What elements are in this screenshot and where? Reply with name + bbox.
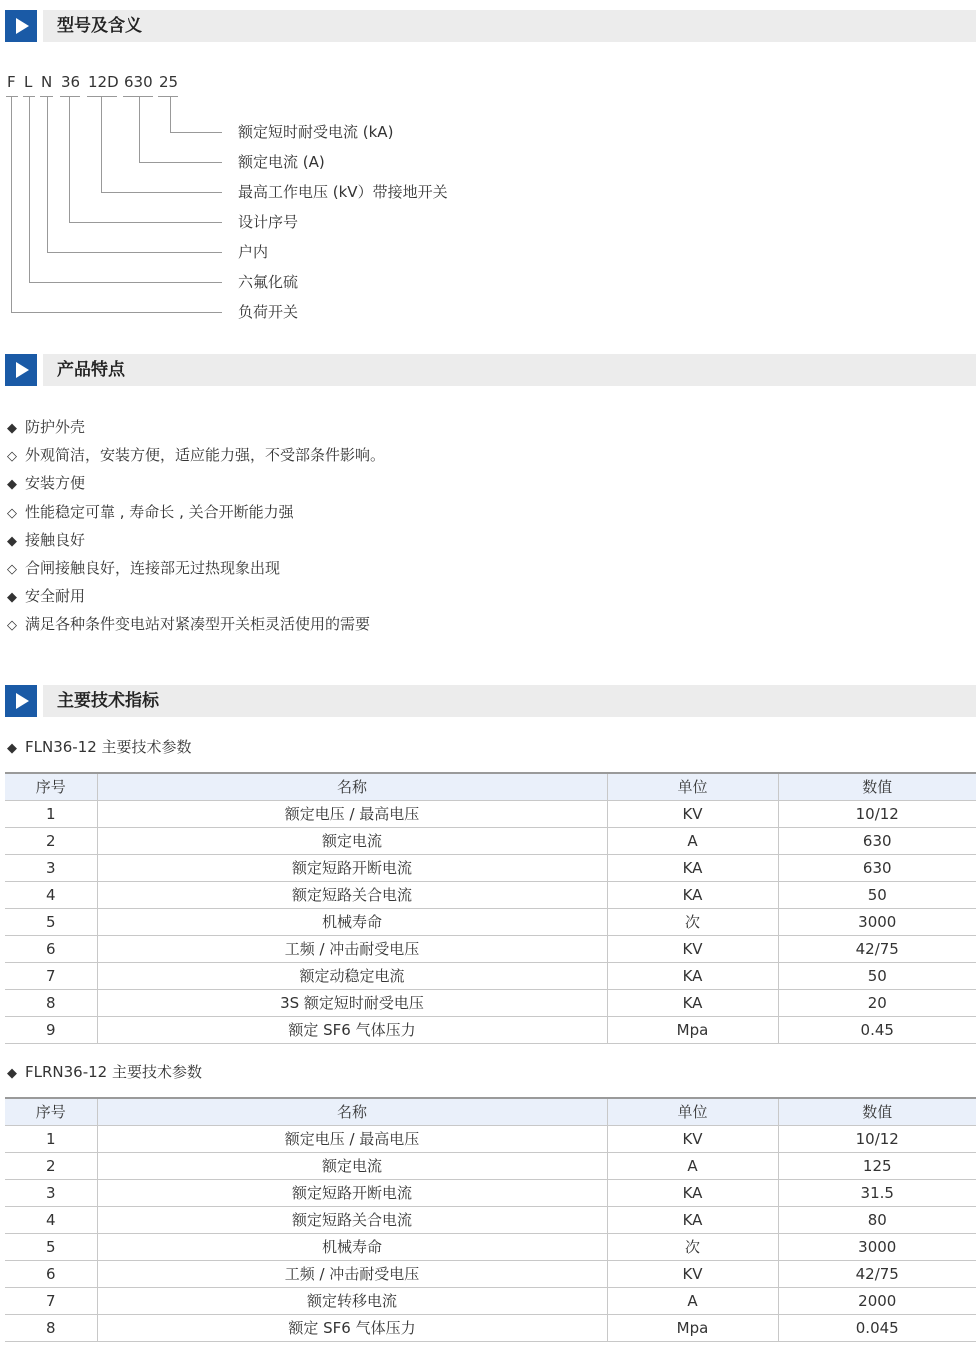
cell-name: 额定电流: [97, 828, 607, 855]
cell-name: 额定短路关合电流: [97, 882, 607, 909]
diamond-outline-bullet-icon: ◇: [7, 449, 17, 464]
cell-unit: A: [607, 828, 778, 855]
feature-text: 外观简洁，安装方便，适应能力强，不受部条件影响。: [25, 446, 386, 464]
play-arrow-icon: [5, 685, 37, 717]
feature-item: [7, 417, 85, 439]
cell-index: 5: [5, 909, 97, 936]
feature-text: 接触良好: [25, 531, 86, 549]
cell-unit: KA: [607, 1180, 778, 1207]
model-meaning: 最高工作电压 (kV）带接地开关: [238, 183, 448, 201]
table-row: [5, 1234, 976, 1261]
section-bar: [43, 354, 976, 386]
cell-index: 8: [5, 990, 97, 1017]
cell-value: 10/12: [778, 801, 976, 828]
cell-index: 4: [5, 1207, 97, 1234]
cell-index: 7: [5, 1288, 97, 1315]
feature-item: [7, 502, 294, 524]
column-header: 序号: [5, 1098, 97, 1126]
table-row: [5, 1288, 976, 1315]
cell-unit: KV: [607, 1126, 778, 1153]
table-row: [5, 936, 976, 963]
cell-unit: KV: [607, 936, 778, 963]
feature-text: 合闸接触良好，连接部无过热现象出现: [25, 559, 281, 577]
tree-vertical: [11, 96, 12, 312]
cell-value: 20: [778, 990, 976, 1017]
diamond-bullet-icon: ◆: [7, 421, 17, 436]
table-caption-text: FLN36-12 主要技术参数: [25, 738, 192, 756]
section-title: 产品特点: [57, 360, 125, 380]
model-code-part: 36: [61, 73, 81, 91]
cell-unit: A: [607, 1288, 778, 1315]
column-header: 单位: [607, 773, 778, 801]
cell-unit: KV: [607, 1261, 778, 1288]
cell-index: 2: [5, 828, 97, 855]
cell-name: 额定电流: [97, 1153, 607, 1180]
model-meaning: 设计序号: [238, 213, 299, 231]
tree-horizontal: [47, 252, 222, 253]
cell-value: 0.45: [778, 1017, 976, 1044]
cell-value: 42/75: [778, 1261, 976, 1288]
cell-unit: KV: [607, 801, 778, 828]
model-meaning: 额定电流 (A): [238, 153, 325, 171]
model-meaning: 负荷开关: [238, 303, 299, 321]
cell-index: 8: [5, 1315, 97, 1342]
section-title: 主要技术指标: [57, 691, 159, 711]
diamond-bullet-icon: ◆: [7, 1066, 17, 1081]
diamond-bullet-icon: ◆: [7, 534, 17, 549]
cell-name: 额定短路开断电流: [97, 1180, 607, 1207]
cell-name: 额定转移电流: [97, 1288, 607, 1315]
cell-unit: KA: [607, 882, 778, 909]
tree-vertical: [69, 96, 70, 222]
cell-value: 31.5: [778, 1180, 976, 1207]
code-underline: [87, 96, 117, 97]
diamond-outline-bullet-icon: ◇: [7, 506, 17, 521]
cell-index: 1: [5, 801, 97, 828]
model-code-part: 25: [159, 73, 179, 91]
cell-index: 5: [5, 1234, 97, 1261]
feature-text: 防护外壳: [25, 418, 86, 436]
feature-text: 满足各种条件变电站对紧凑型开关柜灵活使用的需要: [25, 615, 371, 633]
cell-unit: A: [607, 1153, 778, 1180]
cell-name: 额定电压 / 最高电压: [97, 801, 607, 828]
tree-horizontal: [11, 312, 222, 313]
feature-item: [7, 473, 85, 495]
section-bar: [43, 10, 976, 42]
tree-vertical: [139, 96, 140, 162]
section-header-specs: [5, 685, 976, 717]
table-caption: [7, 737, 192, 759]
tree-vertical: [170, 96, 171, 132]
cell-index: 6: [5, 936, 97, 963]
cell-name: 机械寿命: [97, 1234, 607, 1261]
cell-value: 0.045: [778, 1315, 976, 1342]
feature-item: [7, 586, 85, 608]
diamond-outline-bullet-icon: ◇: [7, 562, 17, 577]
tree-horizontal: [29, 282, 222, 283]
column-header: 名称: [97, 1098, 607, 1126]
table-row: [5, 1126, 976, 1153]
model-meaning: 户内: [238, 243, 269, 261]
table-row: [5, 909, 976, 936]
cell-value: 630: [778, 828, 976, 855]
model-meaning: 额定短时耐受电流 (kA): [238, 123, 394, 141]
cell-value: 125: [778, 1153, 976, 1180]
tree-vertical: [101, 96, 102, 192]
code-underline: [158, 96, 178, 97]
column-header: 数值: [778, 1098, 976, 1126]
feature-item: [7, 445, 385, 467]
cell-index: 3: [5, 855, 97, 882]
cell-unit: KA: [607, 963, 778, 990]
cell-name: 机械寿命: [97, 909, 607, 936]
code-underline: [60, 96, 80, 97]
cell-unit: Mpa: [607, 1315, 778, 1342]
cell-value: 50: [778, 963, 976, 990]
table-caption: [7, 1062, 202, 1084]
column-header: 序号: [5, 773, 97, 801]
play-arrow-icon: [5, 354, 37, 386]
spec-table-fln36: [5, 772, 976, 1044]
section-bar: [43, 685, 976, 717]
tree-horizontal: [101, 192, 222, 193]
cell-value: 3000: [778, 909, 976, 936]
cell-value: 630: [778, 855, 976, 882]
tree-horizontal: [69, 222, 222, 223]
model-code-part: N: [41, 73, 53, 91]
play-arrow-icon: [5, 10, 37, 42]
tree-horizontal: [139, 162, 222, 163]
cell-name: 3S 额定短时耐受电压: [97, 990, 607, 1017]
cell-unit: KA: [607, 990, 778, 1017]
table-row: [5, 1180, 976, 1207]
cell-value: 10/12: [778, 1126, 976, 1153]
model-code-part: 630: [124, 73, 153, 91]
table-row: [5, 1017, 976, 1044]
feature-text: 安全耐用: [25, 587, 86, 605]
tree-horizontal: [170, 132, 222, 133]
feature-item: [7, 530, 85, 552]
cell-unit: KA: [607, 855, 778, 882]
model-code-part: F: [7, 73, 16, 91]
table-row: [5, 963, 976, 990]
table-row: [5, 1261, 976, 1288]
cell-index: 1: [5, 1126, 97, 1153]
diamond-outline-bullet-icon: ◇: [7, 618, 17, 633]
cell-index: 7: [5, 963, 97, 990]
diamond-bullet-icon: ◆: [7, 590, 17, 605]
cell-name: 额定短路关合电流: [97, 1207, 607, 1234]
cell-value: 3000: [778, 1234, 976, 1261]
spec-table-flrn36: [5, 1097, 976, 1342]
table-row: [5, 1153, 976, 1180]
table-header-row: [5, 773, 976, 801]
tree-vertical: [47, 96, 48, 252]
table-header-row: [5, 1098, 976, 1126]
diamond-bullet-icon: ◆: [7, 741, 17, 756]
cell-unit: 次: [607, 1234, 778, 1261]
table-row: [5, 990, 976, 1017]
table-caption-text: FLRN36-12 主要技术参数: [25, 1063, 202, 1081]
cell-unit: KA: [607, 1207, 778, 1234]
cell-value: 2000: [778, 1288, 976, 1315]
column-header: 名称: [97, 773, 607, 801]
cell-name: 工频 / 冲击耐受电压: [97, 1261, 607, 1288]
cell-unit: Mpa: [607, 1017, 778, 1044]
section-title: 型号及含义: [57, 16, 142, 36]
cell-index: 3: [5, 1180, 97, 1207]
cell-value: 50: [778, 882, 976, 909]
feature-text: 性能稳定可靠 , 寿命长 , 关合开断能力强: [25, 503, 294, 521]
cell-value: 42/75: [778, 936, 976, 963]
table-row: [5, 855, 976, 882]
table-row: [5, 801, 976, 828]
feature-item: [7, 614, 370, 636]
cell-name: 额定 SF6 气体压力: [97, 1017, 607, 1044]
model-meaning: 六氟化硫: [238, 273, 299, 291]
model-code-part: 12D: [88, 73, 119, 91]
column-header: 数值: [778, 773, 976, 801]
cell-unit: 次: [607, 909, 778, 936]
table-row: [5, 1207, 976, 1234]
table-row: [5, 882, 976, 909]
cell-name: 额定电压 / 最高电压: [97, 1126, 607, 1153]
feature-text: 安装方便: [25, 474, 86, 492]
model-code-part: L: [24, 73, 33, 91]
table-row: [5, 1315, 976, 1342]
code-underline: [123, 96, 153, 97]
cell-index: 9: [5, 1017, 97, 1044]
table-row: [5, 828, 976, 855]
cell-name: 工频 / 冲击耐受电压: [97, 936, 607, 963]
section-header-model: [5, 10, 976, 42]
feature-item: [7, 558, 280, 580]
cell-name: 额定动稳定电流: [97, 963, 607, 990]
code-underline: [6, 96, 18, 97]
cell-index: 6: [5, 1261, 97, 1288]
diamond-bullet-icon: ◆: [7, 477, 17, 492]
section-header-features: [5, 354, 976, 386]
cell-value: 80: [778, 1207, 976, 1234]
cell-name: 额定 SF6 气体压力: [97, 1315, 607, 1342]
cell-index: 4: [5, 882, 97, 909]
cell-index: 2: [5, 1153, 97, 1180]
column-header: 单位: [607, 1098, 778, 1126]
tree-vertical: [29, 96, 30, 282]
cell-name: 额定短路开断电流: [97, 855, 607, 882]
